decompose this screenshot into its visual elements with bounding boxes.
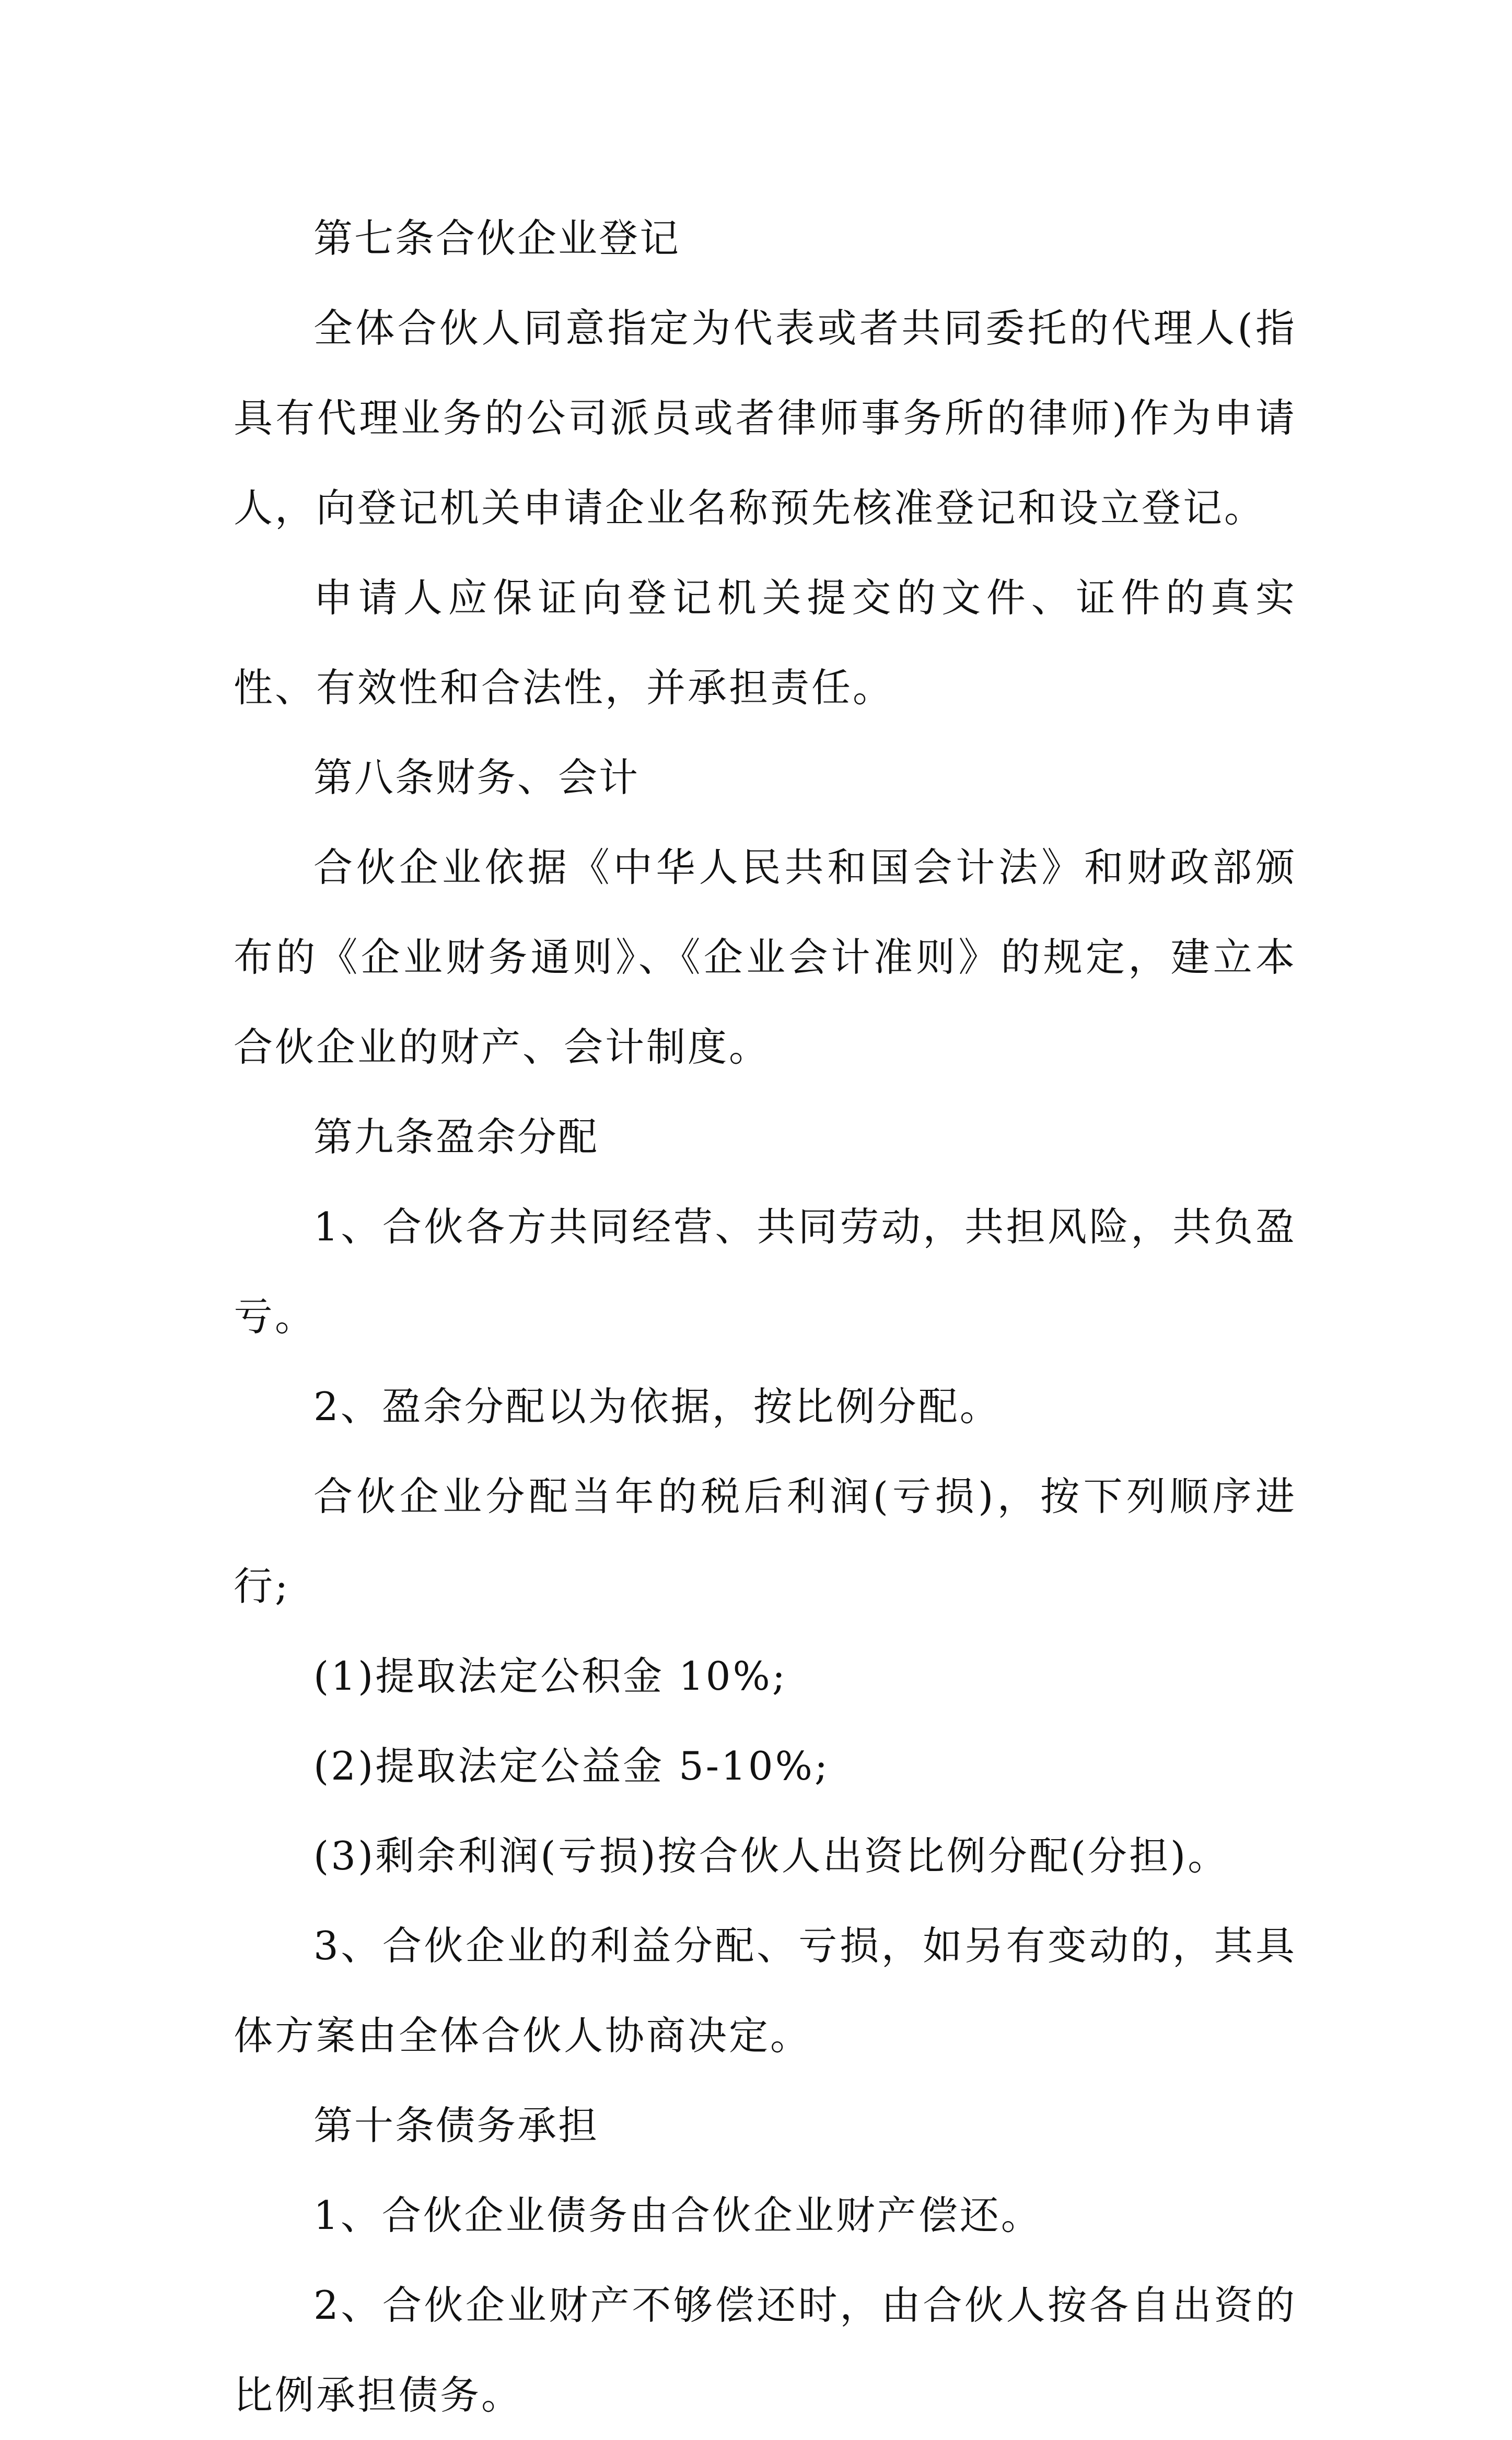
article-9-item-2: 2、盈余分配以为依据，按比例分配。: [313, 1384, 1001, 1430]
article-7-heading: 第七条合伙企业登记: [313, 215, 681, 261]
article-9-item-1: 1、合伙各方共同经营、共同劳动，共担风险，共负盈亏。: [234, 1204, 1297, 1340]
article-8-heading: 第八条财务、会计: [313, 754, 640, 800]
article-10-item-1: 1、合伙企业债务由合伙企业财产偿还。: [313, 2192, 1042, 2238]
article-8-paragraph-1: 合伙企业依据《中华人民共和国会计法》和财政部颁布的《企业财务通则》、《企业会计准则》的规定，建立本合伙企业的财产、会计制度。: [234, 844, 1297, 1070]
article-7-paragraph-2: 申请人应保证向登记机关提交的文件、证件的真实性、有效性和合法性，并承担责任。: [234, 575, 1297, 711]
article-9-heading: 第九条盈余分配: [313, 1114, 599, 1160]
article-9-item-3: 3、合伙企业的利益分配、亏损，如另有变动的，其具体方案由全体合伙人协商决定。: [234, 1923, 1297, 2059]
article-7-paragraph-1: 全体合伙人同意指定为代表或者共同委托的代理人(指具有代理业务的公司派员或者律师事务所的律师)作为申请人，向登记机关申请企业名称预先核准登记和设立登记。: [234, 305, 1297, 531]
article-9-order-1: (1)提取法定公积金 10%;: [313, 1653, 788, 1699]
article-9-order-3: (3)剩余利润(亏损)按合伙人出资比例分配(分担)。: [313, 1833, 1229, 1879]
article-10-heading: 第十条债务承担: [313, 2102, 599, 2148]
document-body: [234, 193, 1297, 2440]
article-9-order-2: (2)提取法定公益金 5-10%;: [313, 1743, 830, 1789]
article-9-order-intro: 合伙企业分配当年的税后利润(亏损)，按下列顺序进行;: [234, 1473, 1297, 1609]
article-10-item-2: 2、合伙企业财产不够偿还时，由合伙人按各自出资的比例承担债务。: [234, 2282, 1297, 2418]
